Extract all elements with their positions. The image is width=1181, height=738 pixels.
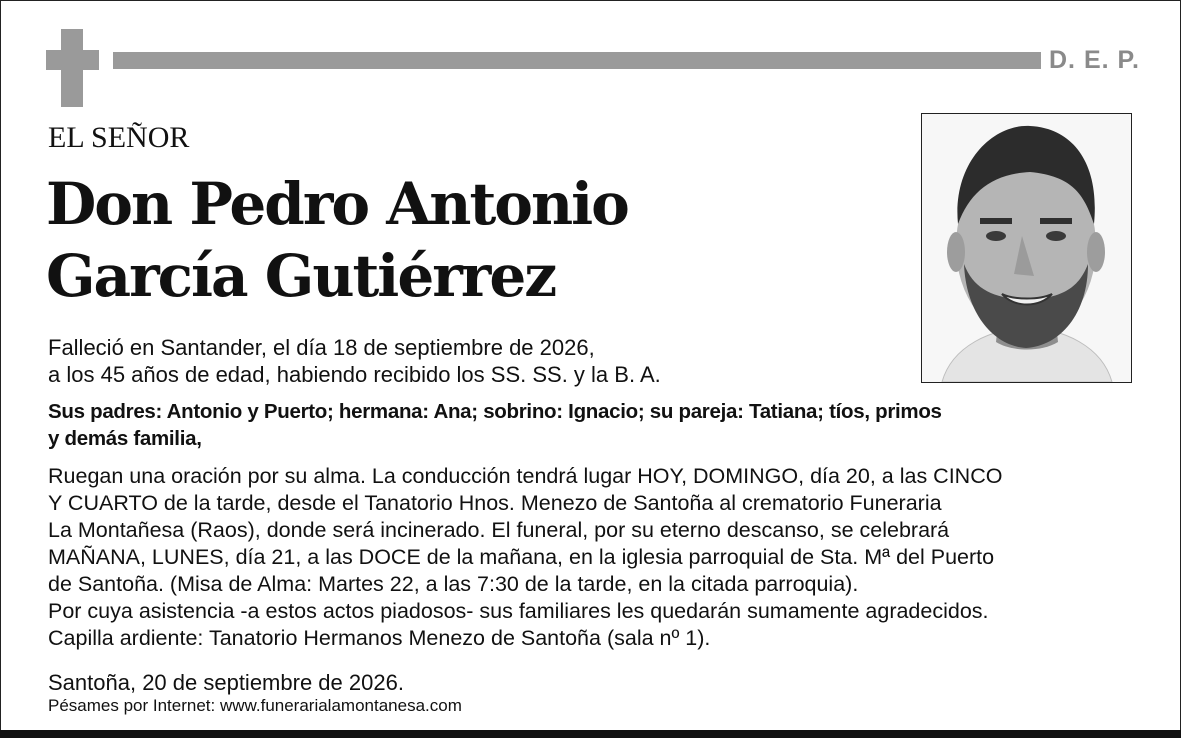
body-line: Y CUARTO de la tarde, desde el Tanatorio Hnos. Menezo de Santoña al crematorio Funeraria — [48, 491, 942, 515]
dep-label: D. E. P. — [1049, 46, 1140, 74]
name-line-2: García Gutiérrez — [46, 242, 556, 310]
portrait-illustration — [922, 114, 1131, 382]
death-line-1: Falleció en Santander, el día 18 de septiembre de 2026, — [48, 335, 595, 360]
body-line: MAÑANA, LUNES, día 21, a las DOCE de la mañana, en la iglesia parroquial de Sta. Mª del Puerto — [48, 545, 995, 569]
cross-icon-bar — [46, 50, 99, 70]
family-line-2: y demás familia, — [48, 427, 202, 450]
family-line-1: Sus padres: Antonio y Puerto; hermana: Ana; sobrino: Ignacio; su pareja: Tatiana; tíos, primos — [48, 400, 942, 423]
body-line: La Montañesa (Raos), donde será incinerado. El funeral, por su eterno descanso, se celebrará — [48, 518, 950, 542]
family-paragraph — [48, 398, 1133, 452]
body-line: de Santoña. (Misa de Alma: Martes 22, a las 7:30 de la tarde, en la citada parroquia). — [48, 572, 859, 596]
condolences-web: Pésames por Internet: www.funerarialamontanesa.com — [48, 696, 462, 715]
death-line-2: a los 45 años de edad, habiendo recibido los SS. SS. y la B. A. — [48, 362, 661, 387]
deceased-name — [46, 168, 628, 312]
body-line: Ruegan una oración por su alma. La conducción tendrá lugar HOY, DOMINGO, día 20, a las CINCO — [48, 464, 1003, 488]
header-rule — [113, 52, 1041, 69]
body-line: Capilla ardiente: Tanatorio Hermanos Menezo de Santoña (sala nº 1). — [48, 626, 711, 650]
place-date: Santoña, 20 de septiembre de 2026. — [48, 670, 404, 695]
name-line-1: Don Pedro Antonio — [46, 170, 628, 238]
body-line: Por cuya asistencia -a estos actos piadosos- sus familiares les quedarán sumamente agradecidos. — [48, 599, 989, 623]
title-prefix: EL SEÑOR — [48, 121, 190, 154]
bottom-border — [0, 730, 1181, 738]
portrait-photo — [921, 113, 1132, 383]
service-paragraph — [48, 463, 1002, 652]
